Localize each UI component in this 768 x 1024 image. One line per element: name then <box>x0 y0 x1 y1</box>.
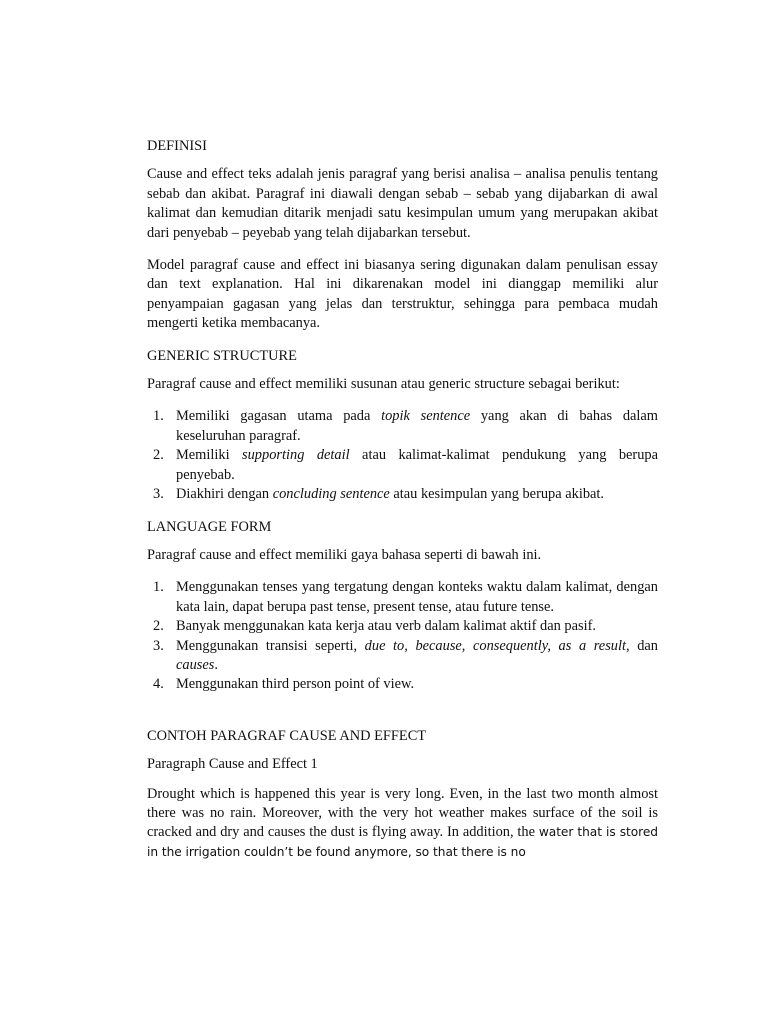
list-item <box>147 578 658 617</box>
list-number: 3. <box>153 637 164 654</box>
list-number: 1. <box>153 408 164 425</box>
heading-contoh: CONTOH PARAGRAF CAUSE AND EFFECT <box>147 727 427 744</box>
list-text: Menggunakan third person point of view. <box>176 676 415 693</box>
list-item <box>147 637 658 676</box>
list-text: Menggunakan transisi seperti, <box>176 637 365 654</box>
paragraph-definisi: Cause and effect teks adalah jenis paragraf yang berisi analisa – analisa penulis tentang sebab dan akibat. Paragraf ini diawali dengan sebab – sebab yang dijabarkan di awal kalimat dan kemudian ditarik menjadi satu kesimpulan umum yang merupakan akibat dari penyebab – peyebab yang telah dijabarkan tersebut. <box>147 166 658 241</box>
document-body <box>147 137 658 862</box>
list-number: 2. <box>153 447 164 464</box>
list-item <box>147 485 658 504</box>
heading-definisi: DEFINISI <box>147 138 207 154</box>
list-emphasis: topik sentence <box>381 408 471 425</box>
heading-language-form: LANGUAGE FORM <box>147 518 272 535</box>
list-text: Memiliki gagasan utama pada <box>176 408 382 425</box>
list-text: Memiliki <box>176 447 243 464</box>
example-text-last-line: water that is stored in the irrigation couldn’t be found anymore, so that there is no <box>147 825 658 859</box>
list-item <box>147 407 658 446</box>
list-text: , dan <box>626 637 658 654</box>
paragraph-generic-intro: Paragraf cause and effect memiliki susunan atau generic structure sebagai berikut: <box>147 376 620 393</box>
list-text: Menggunakan tenses yang tergatung dengan konteks waktu dalam kalimat, dengan kata lain, dapat berupa past tense, present tense, atau future tense. <box>176 579 658 615</box>
list-item <box>147 446 658 485</box>
list-emphasis: causes <box>176 656 215 673</box>
spacer <box>147 708 658 727</box>
list-emphasis: supporting detail <box>242 447 350 464</box>
list-text: atau kalimat-kalimat pendukung yang berupa penyebab. <box>176 447 658 483</box>
list-emphasis: due to, because, consequently, as a result <box>364 637 626 654</box>
language-form-list <box>147 578 658 694</box>
paragraph-example-title: Paragraph Cause and Effect 1 <box>147 756 318 773</box>
paragraph-example-body <box>147 785 658 863</box>
list-number: 4. <box>153 676 164 693</box>
list-emphasis: concluding sentence <box>272 486 390 503</box>
list-text: atau kesimpulan yang berupa akibat. <box>389 486 604 503</box>
list-item <box>147 617 658 636</box>
generic-structure-list <box>147 407 658 504</box>
list-item <box>147 675 658 694</box>
paragraph-model: Model paragraf cause and effect ini biasanya sering digunakan dalam penulisan essay dan text explanation. Hal ini dikarenakan model ini dianggap memiliki alur penyampaian gagasan yang jelas dan terstruktur, sehingga para pembaca mudah mengerti ketika membacanya. <box>147 257 658 332</box>
list-text: Diakhiri dengan <box>176 486 273 503</box>
list-number: 2. <box>153 618 164 635</box>
example-text: Drought which is happened this year is very long. Even, in the last two month almost there was no rain. Moreover, with the very hot weather makes surface of the soil is cracked and dry and causes the dust is flying away. In addition, the <box>147 785 658 841</box>
heading-generic-structure: GENERIC STRUCTURE <box>147 347 297 364</box>
list-number: 3. <box>153 486 164 503</box>
list-text: yang akan di bahas dalam keseluruhan paragraf. <box>176 408 658 444</box>
list-text: . <box>214 656 218 673</box>
list-number: 1. <box>153 579 164 596</box>
paragraph-language-intro: Paragraf cause and effect memiliki gaya bahasa seperti di bawah ini. <box>147 546 542 563</box>
list-text: Banyak menggunakan kata kerja atau verb dalam kalimat aktif dan pasif. <box>176 618 596 635</box>
